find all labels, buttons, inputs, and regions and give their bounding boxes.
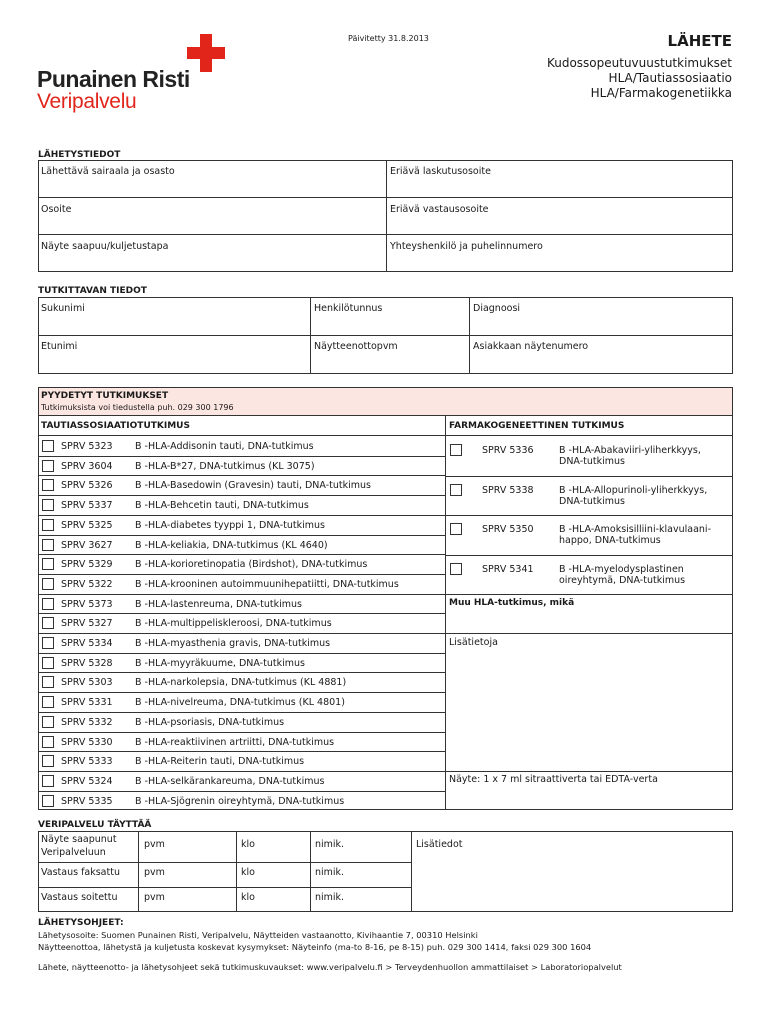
test-name: B -HLA-multippeliskleroosi, DNA-tutkimus	[135, 618, 332, 630]
faxed-sign-field[interactable]: nimik.	[315, 867, 345, 878]
pharma-test-name-cont: DNA-tutkimus	[559, 495, 625, 507]
test-code: SPRV 5332	[61, 716, 113, 728]
test-checkbox[interactable]	[42, 499, 54, 511]
test-name: B -HLA-lastenreuma, DNA-tutkimus	[135, 598, 302, 610]
pharma-test-checkbox[interactable]	[450, 523, 462, 535]
subtitle-line-3: HLA/Farmakogenetiikka	[590, 86, 732, 100]
test-name: B -HLA-diabetes tyyppi 1, DNA-tutkimus	[135, 519, 325, 531]
pharma-test-code: SPRV 5341	[482, 563, 534, 575]
test-code: SPRV 5326	[61, 480, 113, 492]
test-code: SPRV 5322	[61, 578, 113, 590]
test-checkbox[interactable]	[42, 775, 54, 787]
pharma-test-name-cont: oireyhtymä, DNA-tutkimus	[559, 574, 686, 586]
test-name: B -HLA-Addisonin tauti, DNA-tutkimus	[135, 441, 314, 452]
test-name: B -HLA-myyräkuume, DNA-tutkimus	[135, 657, 305, 669]
red-cross-logo-icon-bar	[187, 47, 225, 59]
pharma-test-name: B -HLA-Abakaviiri-yliherkkyys,	[559, 445, 701, 456]
sample-arrived-label-2: Veripalveluun	[41, 847, 106, 858]
blood-service-box	[38, 831, 733, 912]
sender-heading: LÄHETYSTIEDOT	[38, 150, 121, 160]
pharma-test-code: SPRV 5338	[482, 484, 534, 496]
test-name: B -HLA-krooninen autoimmuunihepatiitti, DNA-tutkimus	[135, 578, 399, 590]
arrived-time-field[interactable]: klo	[241, 839, 255, 850]
test-name: B -HLA-Reiterin tauti, DNA-tutkimus	[135, 756, 305, 768]
test-name: B -HLA-Basedowin (Gravesin) tauti, DNA-tutkimus	[135, 480, 371, 492]
blood-service-heading: VERIPALVELU TÄYTTÄÄ	[38, 820, 152, 830]
faxed-time-field[interactable]: klo	[241, 867, 255, 878]
billing-address-field[interactable]: Eriävä laskutusosoite	[390, 166, 491, 177]
test-code: SPRV 5325	[61, 519, 113, 531]
pharma-test-name-cont: DNA-tutkimus	[559, 456, 625, 467]
pharma-test-name: B -HLA-myelodysplastinen	[559, 563, 684, 575]
test-code: SPRV 3627	[61, 539, 113, 551]
test-checkbox[interactable]	[42, 539, 54, 551]
sample-date-field[interactable]: Näytteenottopvm	[314, 341, 398, 352]
requested-heading: PYYDETYT TUTKIMUKSET	[41, 391, 169, 401]
arrived-sign-field[interactable]: nimik.	[315, 839, 345, 850]
test-checkbox[interactable]	[42, 479, 54, 491]
test-code: SPRV 5323	[61, 441, 113, 452]
customer-sample-number-field[interactable]: Asiakkaan näytenumero	[473, 341, 589, 352]
test-checkbox[interactable]	[42, 460, 54, 472]
faxed-label: Vastaus faksattu	[41, 867, 120, 878]
test-checkbox[interactable]	[42, 736, 54, 748]
pharma-test-checkbox[interactable]	[450, 563, 462, 575]
called-sign-field[interactable]: nimik.	[315, 892, 345, 903]
diagnosis-field[interactable]: Diagnoosi	[473, 303, 521, 314]
document-title: LÄHETE	[667, 32, 732, 50]
called-label: Vastaus soitettu	[41, 892, 118, 903]
updated-date: Päivitetty 31.8.2013	[348, 34, 429, 43]
address-field[interactable]: Osoite	[41, 204, 72, 215]
additional-info-field[interactable]: Lisätietoja	[449, 637, 498, 648]
test-checkbox[interactable]	[42, 716, 54, 728]
logo-name: Punainen Risti	[37, 66, 190, 92]
firstname-field[interactable]: Etunimi	[41, 341, 78, 352]
test-name: B -HLA-keliakia, DNA-tutkimus (KL 4640)	[135, 539, 328, 551]
test-name: B -HLA-reaktiivinen artriitti, DNA-tutkimus	[135, 736, 335, 748]
contact-person-field[interactable]: Yhteyshenkilö ja puhelinnumero	[390, 241, 543, 252]
test-name: B -HLA-B*27, DNA-tutkimus (KL 3075)	[135, 460, 315, 472]
test-name: B -HLA-Behcetin tauti, DNA-tutkimus	[135, 500, 309, 512]
test-name: B -HLA-narkolepsia, DNA-tutkimus (KL 4881)	[135, 677, 347, 689]
instructions-links: Lähete, näytteenotto- ja lähetysohjeet sekä tutkimuskuvaukset: www.veripalvelu.fi > Terveydenhuollon ammattilaiset > Laboratoriopalvelut	[38, 962, 622, 972]
pharma-test-checkbox[interactable]	[450, 444, 462, 456]
patient-heading: TUTKITTAVAN TIEDOT	[38, 286, 147, 296]
sample-arrived-label: Näyte saapunut	[41, 834, 117, 845]
test-code: SPRV 5329	[61, 559, 113, 571]
test-code: SPRV 5327	[61, 618, 113, 630]
called-date-field[interactable]: pvm	[144, 892, 165, 903]
test-code: SPRV 5333	[61, 756, 113, 768]
test-checkbox[interactable]	[42, 617, 54, 629]
subtitle-line-1: Kudossopeutuvuustutkimukset	[546, 56, 732, 70]
test-code: SPRV 5303	[61, 677, 113, 689]
test-code: SPRV 5373	[61, 598, 113, 610]
instructions-heading: LÄHETYSOHJEET:	[38, 918, 124, 928]
test-checkbox[interactable]	[42, 657, 54, 669]
test-checkbox[interactable]	[42, 696, 54, 708]
subtitle-line-2: HLA/Tautiassosiaatio	[608, 71, 732, 85]
test-checkbox[interactable]	[42, 558, 54, 570]
test-name: B -HLA-Sjögrenin oireyhtymä, DNA-tutkimus	[135, 795, 345, 807]
test-name: B -HLA-selkärankareuma, DNA-tutkimus	[135, 775, 325, 787]
test-name: B -HLA-korioretinopatia (Birdshot), DNA-tutkimus	[135, 559, 368, 571]
test-checkbox[interactable]	[42, 755, 54, 767]
arrived-date-field[interactable]: pvm	[144, 839, 165, 850]
called-time-field[interactable]: klo	[241, 892, 255, 903]
faxed-date-field[interactable]: pvm	[144, 867, 165, 878]
pharma-test-name-cont: happo, DNA-tutkimus	[559, 535, 661, 546]
disease-association-heading: TAUTIASSOSIAATIOTUTKIMUS	[41, 421, 190, 431]
test-name: B -HLA-myasthenia gravis, DNA-tutkimus	[135, 638, 331, 649]
sample-note: Näyte: 1 x 7 ml sitraattiverta tai EDTA-verta	[449, 774, 658, 785]
surname-field[interactable]: Sukunimi	[41, 303, 85, 314]
logo-subtitle: Veripalvelu	[37, 90, 137, 113]
test-code: SPRV 5337	[61, 500, 113, 512]
test-checkbox[interactable]	[42, 440, 54, 452]
test-name: B -HLA-nivelreuma, DNA-tutkimus (KL 4801)	[135, 697, 345, 709]
instructions-address: Lähetysosoite: Suomen Punainen Risti, Veripalvelu, Näytteiden vastaanotto, Kivihaantie 7, 00310 Helsinki	[38, 930, 478, 940]
pharmacogenetic-heading: FARMAKOGENEETTINEN TUTKIMUS	[449, 421, 625, 431]
ssn-field[interactable]: Henkilötunnus	[314, 303, 383, 314]
test-name: B -HLA-psoriasis, DNA-tutkimus	[135, 716, 285, 728]
test-code: SPRV 5335	[61, 795, 113, 807]
test-checkbox[interactable]	[42, 578, 54, 590]
arrival-method-field[interactable]: Näyte saapuu/kuljetustapa	[41, 241, 169, 252]
test-checkbox[interactable]	[42, 795, 54, 807]
test-code: SPRV 5331	[61, 697, 113, 709]
test-code: SPRV 5324	[61, 775, 113, 787]
test-checkbox[interactable]	[42, 676, 54, 688]
test-checkbox[interactable]	[42, 637, 54, 649]
blood-service-extra-field[interactable]: Lisätiedot	[416, 839, 463, 850]
test-code: SPRV 5328	[61, 657, 113, 669]
instructions-contact: Näytteenottoa, lähetystä ja kuljetusta koskevat kysymykset: Näyteinfo (ma-to 8-16, pe 8-15) puh. 029 300 1414, faksi 029 300 1604	[38, 942, 592, 952]
reply-address-field[interactable]: Eriävä vastausosoite	[390, 204, 489, 215]
pharma-test-name: B -HLA-Amoksisilliini-klavulaani-	[559, 524, 711, 535]
test-code: SPRV 5330	[61, 736, 113, 748]
pharma-test-name: B -HLA-Allopurinoli-yliherkkyys,	[559, 484, 708, 496]
pharma-test-checkbox[interactable]	[450, 484, 462, 496]
test-code: SPRV 5334	[61, 638, 113, 649]
test-code: SPRV 3604	[61, 460, 113, 472]
other-hla-field[interactable]: Muu HLA-tutkimus, mikä	[449, 598, 575, 608]
test-checkbox[interactable]	[42, 519, 54, 531]
pharma-test-code: SPRV 5336	[482, 445, 534, 456]
requested-note: Tutkimuksista voi tiedustella puh. 029 300 1796	[41, 403, 234, 412]
hospital-field[interactable]: Lähettävä sairaala ja osasto	[41, 166, 175, 177]
pharma-test-code: SPRV 5350	[482, 524, 534, 535]
test-checkbox[interactable]	[42, 598, 54, 610]
